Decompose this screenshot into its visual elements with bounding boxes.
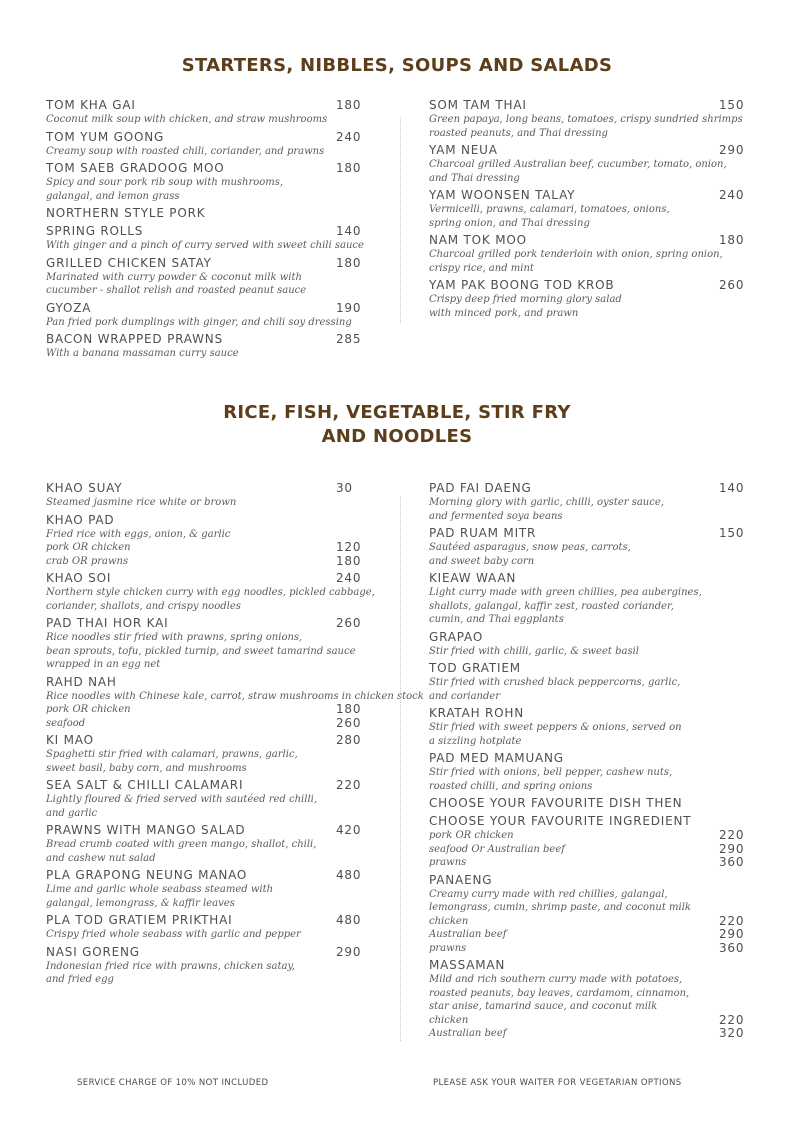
option-price: 360 <box>719 940 745 955</box>
dish-name: KHAO PAD <box>46 512 115 527</box>
menu-item <box>429 750 702 793</box>
dish-description: Northern style chicken curry with egg noodles, pickled cabbage, <box>46 587 375 598</box>
dish-name: GRILLED CHICKEN SATAY <box>46 255 212 270</box>
menu-item <box>46 160 364 203</box>
option-price: 180 <box>336 702 362 716</box>
dish-description: and cashew nut salad <box>46 852 156 864</box>
dish-description: Bread crumb coated with green mango, shallot, chili, <box>46 839 317 850</box>
dish-name: KHAO SOI <box>46 571 112 585</box>
dish-name: TOM KHA GAI <box>46 98 136 112</box>
dish-name: TOM SAEB GRADOOG MOO <box>46 161 225 175</box>
price-option <box>46 541 424 555</box>
menu-item <box>46 255 364 298</box>
price-option <box>46 555 424 569</box>
dish-description: coriander, shallots, and crispy noodles <box>46 600 241 612</box>
starters-right-column <box>429 97 743 322</box>
option-label: crab OR prawns <box>46 555 129 567</box>
option-label: pork OR chicken <box>429 830 514 841</box>
menu-item <box>46 944 424 987</box>
dish-description: and coriander <box>429 690 501 702</box>
option-price: 120 <box>336 540 362 554</box>
dish-description: Steamed jasmine rice white or brown <box>46 497 237 508</box>
menu-item <box>46 223 364 253</box>
option-price: 360 <box>719 855 745 869</box>
dish-description: and fermented soya beans <box>429 510 563 522</box>
dish-description: and garlic <box>46 807 98 819</box>
dish-description: roasted peanuts, bay leaves, cardamom, cinnamon, <box>429 987 690 999</box>
dish-name: PANAENG <box>429 872 493 887</box>
dish-description: cucumber - shallot relish and roasted peanut sauce <box>46 285 307 296</box>
dish-name: NASI GORENG <box>46 944 140 959</box>
dish-name: TOM YUM GOONG <box>46 129 165 144</box>
dish-name: CHOOSE YOUR FAVOURITE DISH THEN <box>429 796 683 810</box>
dish-description: Sautéed asparagus, snow peas, carrots, <box>429 542 631 553</box>
menu-item <box>46 129 364 159</box>
price-option <box>429 828 745 843</box>
dish-price: 260 <box>336 616 362 630</box>
menu-item <box>429 629 702 659</box>
menu-item <box>46 512 424 569</box>
dish-name: GRAPAO <box>429 629 484 644</box>
dish-description: crispy rice, and mint <box>429 262 534 274</box>
menu-item <box>46 300 364 330</box>
dish-description: Green papaya, long beans, tomatoes, crispy sundried shrimps <box>429 114 743 125</box>
dish-name: SOM TAM THAI <box>429 98 527 112</box>
menu-item <box>46 867 424 910</box>
rice-column-divider <box>400 496 401 1041</box>
menu-item <box>46 205 364 221</box>
menu-item <box>429 660 702 703</box>
dish-name: CHOOSE YOUR FAVOURITE INGREDIENT <box>429 814 692 828</box>
dish-description: Pan fried pork dumplings with ginger, and chili soy dressing <box>46 316 352 328</box>
dish-price: 480 <box>336 868 362 882</box>
option-label: Australian beef <box>429 1028 507 1039</box>
dish-name: SEA SALT & CHILLI CALAMARI <box>46 778 244 792</box>
price-option <box>429 1012 745 1028</box>
dish-price: 180 <box>719 233 745 247</box>
price-option <box>429 1026 745 1041</box>
dish-description: Stir fried with chilli, garlic, & sweet basil <box>429 645 639 657</box>
dish-price: 420 <box>336 823 362 837</box>
rice-left-column <box>46 480 424 989</box>
option-label: pork OR chicken <box>46 704 131 715</box>
dish-description: Rice noodles with Chinese kale, carrot, straw mushrooms in chicken stock <box>46 690 424 702</box>
dish-description: Fried rice with eggs, onion, & garlic <box>46 528 231 540</box>
dish-description: Spicy and sour pork rib soup with mushrooms, <box>46 177 284 188</box>
option-price: 290 <box>719 841 745 856</box>
dish-name: BACON WRAPPED PRAWNS <box>46 332 223 346</box>
menu-item <box>429 187 743 230</box>
dish-name: YAM WOONSEN TALAY <box>429 188 576 202</box>
dish-name: KIEAW WAAN <box>429 571 517 585</box>
option-label: chicken <box>429 1014 469 1026</box>
dish-description: Charcoal grilled pork tenderloin with onion, spring onion, <box>429 249 723 260</box>
menu-item <box>429 232 743 275</box>
dish-description: With ginger and a pinch of curry served with sweet chili sauce <box>46 240 364 251</box>
menu-item <box>429 795 702 811</box>
starters-section-title: STARTERS, NIBBLES, SOUPS AND SALADS <box>181 55 613 76</box>
dish-description: galangal, lemongrass, & kaffir leaves <box>46 897 235 909</box>
dish-description: Crispy deep fried morning glory salad <box>429 294 622 305</box>
price-option <box>429 913 745 929</box>
dish-description: With a banana massaman curry sauce <box>46 348 239 359</box>
dish-price: 240 <box>336 129 362 144</box>
dish-price: 480 <box>336 913 362 927</box>
dish-description: wrapped in an egg net <box>46 659 161 670</box>
dish-description: Creamy curry made with red chillies, galangal, <box>429 888 668 900</box>
menu-item <box>46 480 424 510</box>
option-label: prawns <box>429 857 467 868</box>
dish-name: PAD RUAM MITR <box>429 526 537 540</box>
menu-item <box>46 615 424 672</box>
option-label: prawns <box>429 942 467 954</box>
dish-name: PAD MED MAMUANG <box>429 751 564 765</box>
dish-description: Charcoal grilled Australian beef, cucumber, tomato, onion, <box>429 159 727 170</box>
dish-description: spring onion, and Thai dressing <box>429 217 590 229</box>
menu-item <box>46 912 424 942</box>
menu-item <box>429 97 743 140</box>
dish-name: YAM NEUA <box>429 143 498 157</box>
option-label: Australian beef <box>429 929 507 940</box>
menu-item <box>46 777 424 820</box>
dish-name: YAM PAK BOONG TOD KROB <box>429 278 615 292</box>
dish-price: 140 <box>719 481 745 495</box>
dish-description: roasted peanuts, and Thai dressing <box>429 127 608 139</box>
dish-price: 220 <box>336 778 362 792</box>
menu-item <box>46 822 424 865</box>
dish-description: Stir fried with onions, bell pepper, cashew nuts, <box>429 767 673 778</box>
dish-description: Stir fried with sweet peppers & onions, served on <box>429 722 682 733</box>
dish-name: RAHD NAH <box>46 674 117 689</box>
dish-description: and sweet baby corn <box>429 555 535 567</box>
dish-description: Marinated with curry powder & coconut milk with <box>46 271 302 283</box>
dish-description: Creamy soup with roasted chili, coriander, and prawns <box>46 145 325 157</box>
option-price: 220 <box>719 913 745 928</box>
dish-price: 240 <box>719 188 745 202</box>
dish-price: 290 <box>336 944 362 959</box>
dish-description: Coconut milk soup with chicken, and straw mushrooms <box>46 114 328 125</box>
dish-description: Light curry made with green chillies, pea aubergines, <box>429 587 702 598</box>
dish-name: KHAO SUAY <box>46 481 123 495</box>
dish-description: bean sprouts, tofu, pickled turnip, and sweet tamarind sauce <box>46 645 356 657</box>
option-label: chicken <box>429 915 469 927</box>
dish-description: galangal, and lemon grass <box>46 190 180 202</box>
price-option <box>46 703 424 717</box>
option-label: seafood Or Australian beef <box>429 843 565 855</box>
option-price: 180 <box>336 553 362 568</box>
menu-item <box>46 674 424 731</box>
dish-description: Lightly floured & fried served with sautéed red chilli, <box>46 794 318 805</box>
menu-item <box>429 570 702 627</box>
dish-name: NAM TOK MOO <box>429 233 527 247</box>
menu-item <box>429 277 743 320</box>
dish-price: 150 <box>719 98 745 112</box>
dish-description: a sizzling hotplate <box>429 735 522 747</box>
rice-right-column <box>429 480 745 1043</box>
dish-price: 190 <box>336 300 362 315</box>
dish-name: PLA TOD GRATIEM PRIKTHAI <box>46 913 233 927</box>
rice-section-title-line2: AND NOODLES <box>321 426 473 447</box>
dish-price: 140 <box>336 224 362 238</box>
rice-section-title: RICE, FISH, VEGETABLE, STIR FRY <box>223 402 571 423</box>
option-price: 220 <box>719 1012 745 1027</box>
dish-description: Indonesian fried rice with prawns, chicken satay, <box>46 960 295 972</box>
dish-description: roasted chilli, and spring onions <box>429 780 593 792</box>
service-charge-note: SERVICE CHARGE OF 10% NOT INCLUDED <box>77 1078 269 1088</box>
dish-name: SPRING ROLLS <box>46 224 144 238</box>
dish-description: Rice noodles stir fried with prawns, spring onions, <box>46 632 303 643</box>
price-option <box>429 927 745 942</box>
menu-item <box>429 142 743 185</box>
dish-price: 240 <box>336 571 362 585</box>
dish-description: star anise, tamarind sauce, and coconut milk <box>429 1001 658 1012</box>
dish-description: and Thai dressing <box>429 172 520 184</box>
starters-column-divider <box>400 118 401 323</box>
dish-price: 285 <box>336 332 362 346</box>
price-option <box>429 855 745 870</box>
dish-name: PAD THAI HOR KAI <box>46 616 169 630</box>
vegetarian-options-note: PLEASE ASK YOUR WAITER FOR VEGETARIAN OPTIONS <box>433 1078 682 1088</box>
dish-description: cumin, and Thai eggplants <box>429 614 564 625</box>
menu-item <box>46 732 424 775</box>
dish-description: shallots, galangal, kaffir zest, roasted coriander, <box>429 600 674 612</box>
menu-item <box>429 480 745 523</box>
option-price: 320 <box>719 1026 745 1040</box>
dish-description: lemongrass, cumin, shrimp paste, and coconut milk <box>429 902 691 913</box>
menu-item <box>46 331 364 361</box>
option-label: pork OR chicken <box>46 542 131 553</box>
option-price: 220 <box>719 828 745 842</box>
menu-item <box>429 957 745 1041</box>
dish-price: 290 <box>719 143 745 157</box>
dish-name: NORTHERN STYLE PORK <box>46 206 206 220</box>
menu-item <box>429 872 745 956</box>
price-option <box>46 717 424 731</box>
dish-description: and fried egg <box>46 974 114 985</box>
price-option <box>429 940 745 956</box>
dish-name: MASSAMAN <box>429 958 506 972</box>
dish-description: Spaghetti stir fried with calamari, prawns, garlic, <box>46 749 298 760</box>
dish-name: KI MAO <box>46 733 94 747</box>
price-option <box>429 841 745 857</box>
dish-name: PAD FAI DAENG <box>429 481 532 495</box>
dish-description: Mild and rich southern curry made with potatoes, <box>429 974 683 985</box>
dish-description: Vermicelli, prawns, calamari, tomatoes, onions, <box>429 204 670 215</box>
menu-item <box>46 97 364 127</box>
dish-price: 30 <box>336 481 353 495</box>
dish-name: PLA GRAPONG NEUNG MANAO <box>46 868 248 882</box>
dish-description: sweet basil, baby corn, and mushrooms <box>46 762 247 774</box>
option-price: 260 <box>336 715 362 730</box>
dish-price: 150 <box>719 526 745 540</box>
dish-name: KRATAH ROHN <box>429 706 525 720</box>
menu-item <box>429 525 745 568</box>
dish-name: PRAWNS WITH MANGO SALAD <box>46 823 246 837</box>
dish-name: GYOZA <box>46 300 92 315</box>
option-price: 290 <box>719 927 745 941</box>
dish-name: TOD GRATIEM <box>429 661 521 675</box>
dish-price: 280 <box>336 733 362 747</box>
dish-price: 180 <box>336 255 362 270</box>
menu-item <box>46 570 424 613</box>
starters-left-column <box>46 97 364 363</box>
dish-price: 180 <box>336 98 362 112</box>
dish-description: Morning glory with garlic, chilli, oyster sauce, <box>429 497 664 508</box>
menu-item <box>429 705 702 748</box>
dish-price: 180 <box>336 161 362 175</box>
dish-description: Crispy fried whole seabass with garlic and pepper <box>46 929 301 940</box>
option-label: seafood <box>46 717 86 729</box>
dish-description: Lime and garlic whole seabass steamed with <box>46 884 274 895</box>
dish-description: with minced pork, and prawn <box>429 307 579 319</box>
dish-description: Stir fried with crushed black peppercorns, garlic, <box>429 677 681 688</box>
menu-item <box>429 813 745 870</box>
dish-price: 260 <box>719 278 745 292</box>
